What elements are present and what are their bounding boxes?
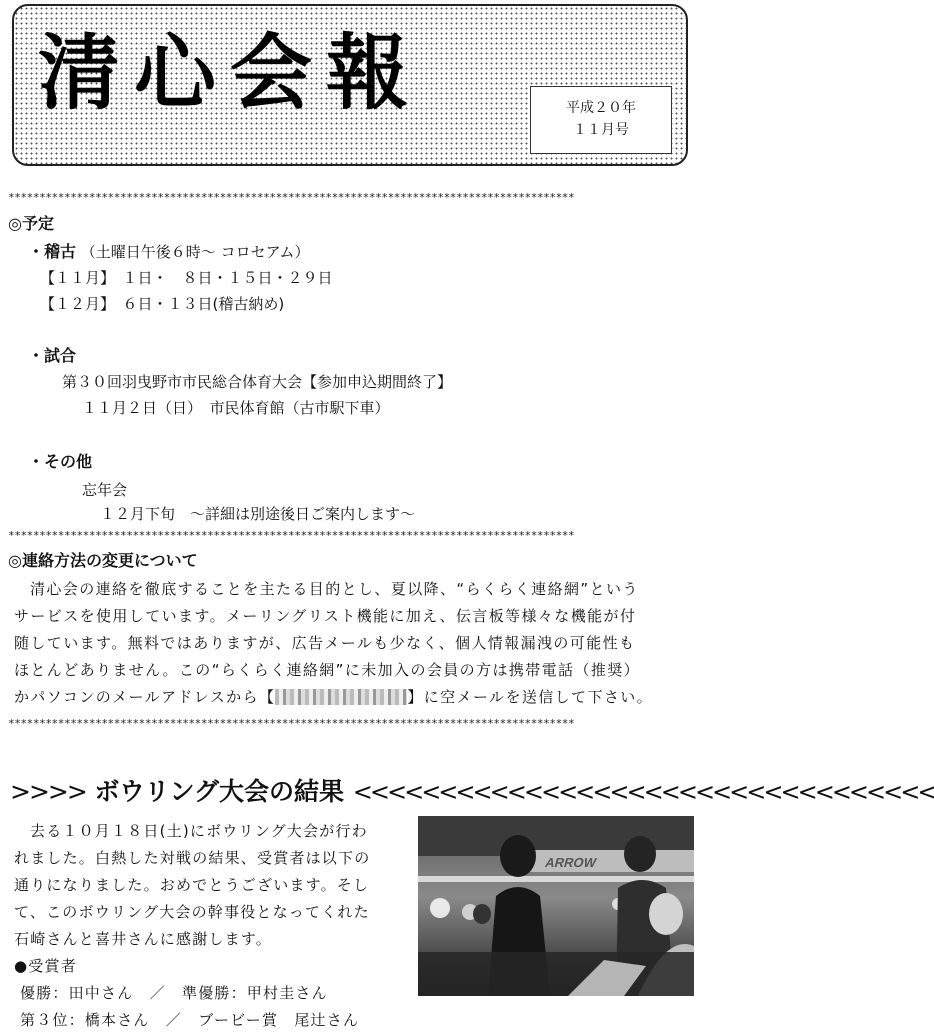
newsletter-header xyxy=(12,4,688,166)
bowling-line-1: 去る１０月１８日(土)にボウリング大会が行わ xyxy=(30,822,368,840)
contact-line-4: ほとんどありません。この“らくらく連絡網”に未加入の会員の方は携帯電話（推奨） xyxy=(14,661,641,679)
contact-line-3: 随しています。無料ではありますが、広告メールも少なく、個人情報漏洩の可能性も xyxy=(14,634,636,652)
winners-line-2: 第３位：橋本さん ／ ブービー賞 尾辻さん xyxy=(20,1011,360,1029)
separator-2: ******************************************************************************************* xyxy=(8,529,575,542)
practice-row xyxy=(28,242,310,262)
separator-1: ******************************************************************************************* xyxy=(8,191,575,204)
issue-year: 平成２０年 xyxy=(566,100,636,116)
winners-heading: ●受賞者 xyxy=(14,957,77,975)
contact-paragraph xyxy=(14,576,690,711)
contact-heading: ◎連絡方法の変更について xyxy=(8,551,198,570)
bowling-line-3: 通りになりました。おめでとうございます。そし xyxy=(14,876,370,894)
schedule-november: 【１１月】 １日・ ８日・１５日・２９日 xyxy=(40,269,333,287)
bowling-photo-illustration xyxy=(418,816,694,996)
winners-line-1: 優勝：田中さん ／ 準優勝：甲村圭さん xyxy=(20,984,328,1002)
match-label: ・試合 xyxy=(28,346,77,365)
practice-label: ・稽古 xyxy=(28,242,77,261)
bowling-photo xyxy=(418,816,694,996)
other-line-2: １２月下旬 ～詳細は別途後日ご案内します～ xyxy=(100,505,416,523)
bowling-line-2: れました。白熱した対戦の結果、受賞者は以下の xyxy=(14,849,371,867)
schedule-heading: ◎予定 xyxy=(8,214,54,233)
contact-line-2: サービスを使用しています。メーリングリスト機能に加え、伝言板等様々な機能が付 xyxy=(14,607,637,625)
issue-date-box xyxy=(530,86,672,154)
contact-line-5-pre: かパソコンのメールアドレスから【 xyxy=(14,688,276,706)
issue-month: １１月号 xyxy=(573,122,629,138)
bowling-title-row xyxy=(10,776,934,808)
match-line-2: １１月２日（日） 市民体育館（古市駅下車） xyxy=(82,399,390,417)
bowling-title: ボウリング大会の結果 xyxy=(94,777,345,806)
bowling-text xyxy=(14,818,402,1034)
bowling-line-5: 石崎さんと喜井さんに感謝します。 xyxy=(14,930,273,948)
other-line-1: 忘年会 xyxy=(82,481,128,499)
schedule-december: 【１２月】 ６日・１３日(稽古納め) xyxy=(40,295,285,313)
bowling-line-4: て、このボウリング大会の幹事役となってくれた xyxy=(14,903,370,921)
arrows-right: <<<<<<<<<<<<<<<<<<<<<<<<<<<<<<<<<< xyxy=(352,778,934,806)
contact-line-5-post: 】に空メールを送信して下さい。 xyxy=(407,688,654,706)
match-line-1: 第３０回羽曳野市市民総合体育大会【参加申込期間終了】 xyxy=(62,373,453,391)
practice-note: （土曜日午後６時〜 コロセアム） xyxy=(80,243,310,261)
separator-3: ******************************************************************************************* xyxy=(8,717,575,730)
other-label: ・その他 xyxy=(28,452,93,471)
arrows-left: >>>> xyxy=(10,777,86,806)
newsletter-title: 清心会報 xyxy=(38,25,423,121)
contact-line-5 xyxy=(14,684,690,711)
photo-sign-text: ARROW xyxy=(543,855,599,870)
contact-line-1: 清心会の連絡を徹底することを主たる目的とし、夏以降、“らくらく連絡網”という xyxy=(30,580,639,598)
redacted-email xyxy=(275,689,407,705)
